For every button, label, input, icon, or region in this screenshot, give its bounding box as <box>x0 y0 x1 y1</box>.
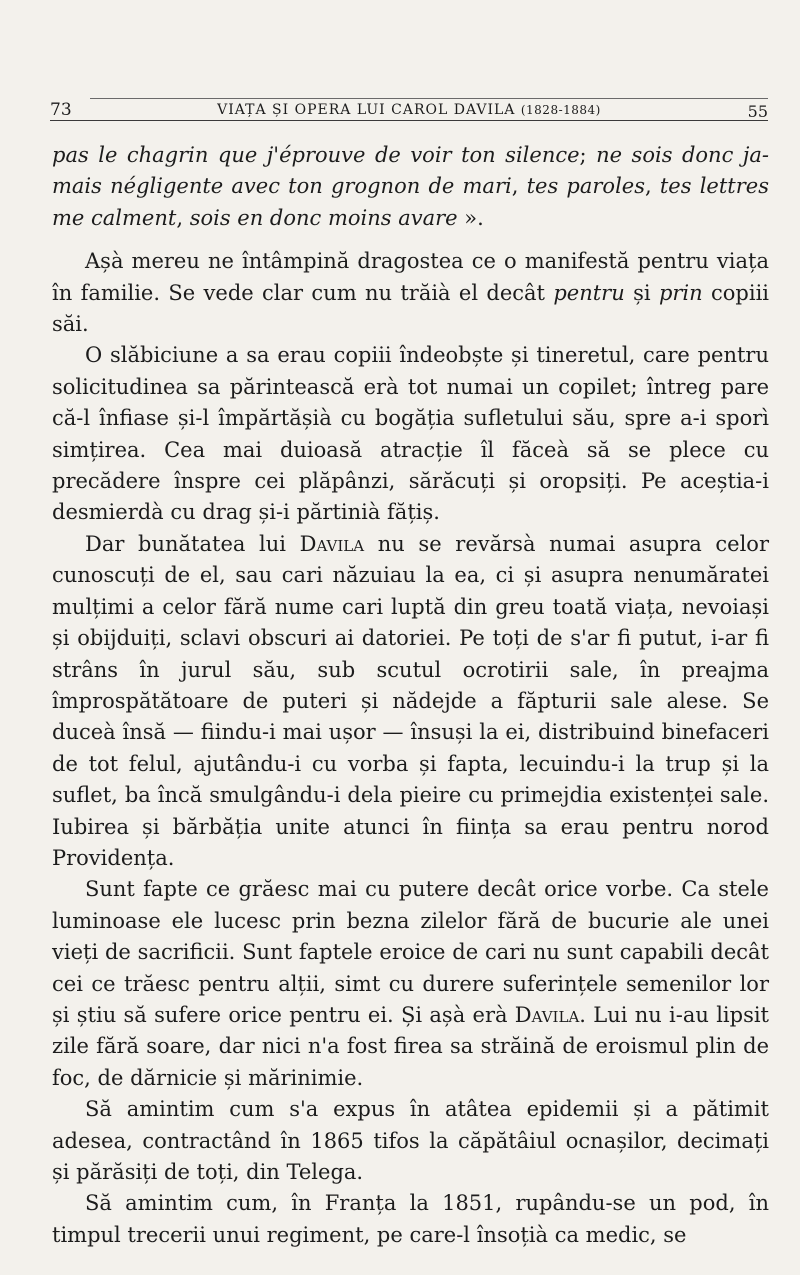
running-title-dates: (1828-1884) <box>520 103 601 117</box>
quote-text-1: ; <box>579 143 597 167</box>
paragraph-1-italic-2: prin <box>658 280 703 305</box>
french-quote-paragraph <box>52 140 769 234</box>
paragraph-1 <box>52 246 769 340</box>
quote-text-5: ». <box>457 205 484 230</box>
paragraph-6: Să amintim cum, în Franța la 1851, rupându-se un pod, în timpul trecerii unui regiment, pe care-l însoțià ca medic, se <box>52 1191 769 1247</box>
header-top-rule <box>90 98 768 99</box>
quote-text-4: , <box>176 205 190 230</box>
quote-italic-1: pas le chagrin que j'éprouve de voir ton silence <box>52 143 580 167</box>
paragraph-1-italic-1: pentru <box>553 280 625 305</box>
paragraph-3-text-b: nu se revărsà numai asupra celor cunoscuți de el, sau cari năzuiau la ea, ci și asupra nenumăratei mulțimi a celor fără nume cari luptă din greu toată viața, nevoiași și obijduiți, sclavi obscuri ai datoriei. Pe toți de s'ar fi putut, i-ar fi strâns în jurul său, sub scutul ocrotirii sale, în preajma împrospătătoare de puteri și nădejde a făpturii sale alese. Se duceà însă — fiindu-i mai ușor — însuși la ei, distribuind binefaceri de tot felul, ajutându-i cu vorba și fapta, lecuindu-i la trup și la suflet, ba încă smulgându-i dela pieire cu primejdia existenței sale. Iubirea și bărbăția unite atunci în ființa sa erau pentru norod Providența. <box>52 531 769 870</box>
paragraph-3-name: Davila <box>299 531 365 556</box>
folio-left: 73 <box>50 100 72 120</box>
page-header <box>50 92 768 122</box>
quote-italic-4: tes lettres me calment <box>52 174 769 230</box>
paragraph-1-text-c: copiii săi. <box>52 280 770 337</box>
paragraph-5: Să amintim cum s'a expus în atâtea epidemii și a pătimit adesea, contractând în 1865 tifos la căpătâiul ocnașilor, decimați și părăsiți de toți, din Telega. <box>52 1097 769 1184</box>
running-title <box>50 102 768 118</box>
quote-italic-2: ne sois donc jamais négligente avec ton grognon de mari <box>52 143 769 199</box>
page-body <box>52 140 769 1251</box>
quote-italic-3: tes paroles <box>526 174 645 199</box>
quote-text-3: , <box>644 174 660 199</box>
header-bottom-rule <box>50 120 768 121</box>
quote-text-2: , <box>511 174 527 199</box>
paragraph-2: O slăbiciune a sa erau copiii îndeobște și tineretul, care pentru solicitudinea sa părintească erà tot numai un copilet; întreg pare că-l înfiase și-l împărtășià cu bogăția sufletului său, spre a-i sporì simțirea. Cea mai duioasă atracție îl făceà să se plece cu precădere înspre cei plăpânzi, sărăcuți și oropsiți. Pe aceștia-i desmierdà cu drag și-i părtinià fățiș. <box>52 343 769 525</box>
paragraph-3-text-a: Dar bunătatea lui <box>85 531 300 556</box>
paragraph-4-name: Davila <box>514 1002 580 1027</box>
quote-italic-5: sois en donc moins avare <box>189 205 458 230</box>
paragraph-4-text-b: . Lui nu i-au lipsit zile fără soare, dar nici n'a fost firea sa străină de eroismul plin de foc, de dărnicie și mărinimie. <box>52 1002 770 1090</box>
page-number: 55 <box>747 102 768 121</box>
paragraph-4 <box>52 874 769 1094</box>
running-title-text: VIAȚA ȘI OPERA LUI CAROL DAVILA <box>217 102 516 118</box>
paragraph-3 <box>52 529 769 874</box>
paragraph-1-text-b: și <box>624 280 659 305</box>
paragraph-4-text-a: Sunt fapte ce grăesc mai cu putere decât orice vorbe. Ca stele luminoase ele lucesc prin bezna zilelor fără de bucurie ale unei vieți de sacrificii. Sunt faptele eroice de cari nu sunt capabili decât cei ce trăesc pentru alții, simt cu durere suferințele semenilor lor și știu să sufere orice pentru ei. Și așà erà <box>52 877 769 1027</box>
paragraph-1-text-a: Așà mereu ne întâmpină dragostea ce o manifestă pentru viața în familie. Se vede clar cum nu trăià el decât <box>52 249 769 305</box>
